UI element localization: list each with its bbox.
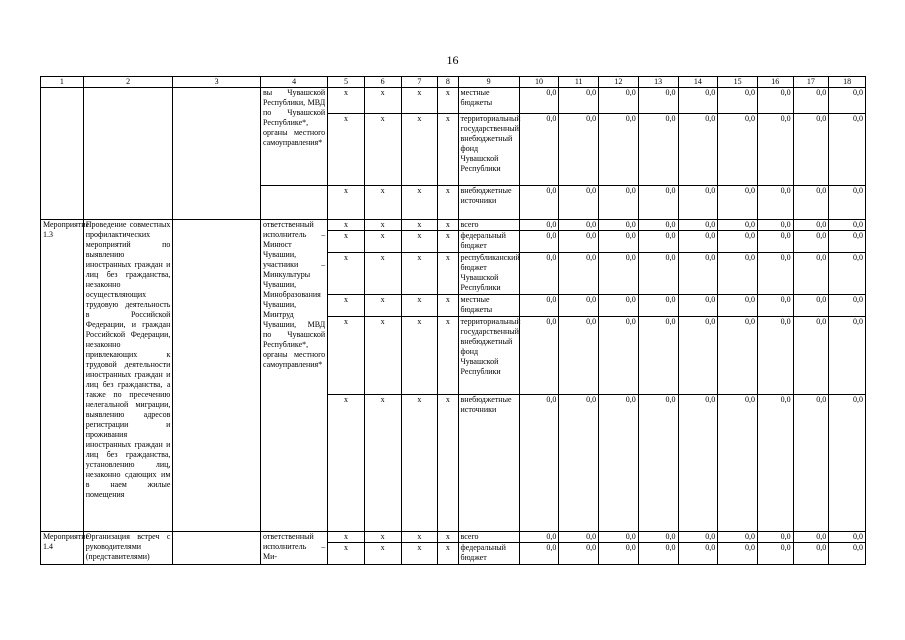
amount-cell: 0,0 — [718, 317, 758, 395]
column-number-11: 11 — [559, 77, 599, 88]
amount-cell: 0,0 — [718, 295, 758, 317]
column-number-3: 3 — [173, 77, 261, 88]
amount-cell: 0,0 — [829, 114, 866, 186]
amount-cell: 0,0 — [829, 395, 866, 532]
amount-cell: 0,0 — [559, 295, 599, 317]
amount-cell: 0,0 — [829, 532, 866, 543]
amount-cell: 0,0 — [757, 231, 793, 253]
amount-cell: 0,0 — [793, 253, 829, 295]
mark-c7: x — [401, 395, 438, 532]
mark-c5: x — [328, 231, 365, 253]
amount-cell: 0,0 — [638, 231, 678, 253]
amount-cell: 0,0 — [638, 317, 678, 395]
mark-c7: x — [401, 114, 438, 186]
amount-cell: 0,0 — [599, 231, 639, 253]
funding-source: всего — [458, 220, 519, 231]
mark-c7: x — [401, 88, 438, 114]
mark-c6: x — [364, 317, 401, 395]
amount-cell: 0,0 — [829, 220, 866, 231]
amount-cell: 0,0 — [638, 220, 678, 231]
mark-c5: x — [328, 88, 365, 114]
column-number-5: 5 — [328, 77, 365, 88]
amount-cell: 0,0 — [718, 220, 758, 231]
funding-source: территориальный государственный внебюджетный фонд Чувашской Республики — [458, 114, 519, 186]
amount-cell: 0,0 — [829, 317, 866, 395]
budget-table — [40, 76, 866, 565]
amount-cell: 0,0 — [638, 114, 678, 186]
amount-cell: 0,0 — [519, 88, 559, 114]
amount-cell: 0,0 — [638, 395, 678, 532]
amount-cell: 0,0 — [519, 114, 559, 186]
amount-cell: 0,0 — [793, 186, 829, 220]
amount-cell: 0,0 — [678, 253, 718, 295]
measure-executor: ответственный исполнитель – Минюст Чувашии, участники – Минкультуры Чувашии, Минобразования Чувашии, Минтруд Чувашии, МВД по Чувашской Республике*, органы местного самоуправления* — [260, 220, 327, 532]
mark-c5: x — [328, 295, 365, 317]
amount-cell: 0,0 — [757, 543, 793, 565]
amount-cell: 0,0 — [793, 532, 829, 543]
mark-c8: x — [438, 186, 458, 220]
column-3-cell — [173, 88, 261, 220]
amount-cell: 0,0 — [599, 532, 639, 543]
amount-cell: 0,0 — [829, 543, 866, 565]
funding-source: внебюджетные источники — [458, 186, 519, 220]
table-row — [41, 532, 866, 543]
funding-source: федеральный бюджет — [458, 543, 519, 565]
amount-cell: 0,0 — [519, 253, 559, 295]
mark-c7: x — [401, 295, 438, 317]
amount-cell: 0,0 — [718, 114, 758, 186]
mark-c8: x — [438, 253, 458, 295]
amount-cell: 0,0 — [519, 317, 559, 395]
mark-c6: x — [364, 114, 401, 186]
amount-cell: 0,0 — [559, 317, 599, 395]
amount-cell: 0,0 — [519, 220, 559, 231]
column-number-1: 1 — [41, 77, 84, 88]
amount-cell: 0,0 — [718, 532, 758, 543]
mark-c5: x — [328, 114, 365, 186]
amount-cell: 0,0 — [519, 186, 559, 220]
mark-c8: x — [438, 395, 458, 532]
column-number-16: 16 — [757, 77, 793, 88]
amount-cell: 0,0 — [718, 543, 758, 565]
mark-c5: x — [328, 395, 365, 532]
funding-source: внебюджетные источники — [458, 395, 519, 532]
amount-cell: 0,0 — [599, 186, 639, 220]
amount-cell: 0,0 — [793, 317, 829, 395]
column-number-6: 6 — [364, 77, 401, 88]
column-number-18: 18 — [829, 77, 866, 88]
mark-c6: x — [364, 543, 401, 565]
amount-cell: 0,0 — [757, 220, 793, 231]
amount-cell: 0,0 — [638, 186, 678, 220]
funding-source: федеральный бюджет — [458, 231, 519, 253]
amount-cell: 0,0 — [829, 186, 866, 220]
amount-cell: 0,0 — [519, 295, 559, 317]
amount-cell: 0,0 — [793, 220, 829, 231]
column-number-8: 8 — [438, 77, 458, 88]
amount-cell: 0,0 — [678, 317, 718, 395]
amount-cell: 0,0 — [638, 295, 678, 317]
column-number-13: 13 — [638, 77, 678, 88]
page-number: 16 — [446, 53, 459, 67]
mark-c5: x — [328, 186, 365, 220]
mark-c8: x — [438, 114, 458, 186]
table-row — [41, 220, 866, 231]
amount-cell: 0,0 — [757, 295, 793, 317]
measure-title: Организация встреч с руководителями (представителями) — [83, 532, 173, 565]
amount-cell: 0,0 — [793, 114, 829, 186]
amount-cell: 0,0 — [793, 543, 829, 565]
measure-title-cell — [83, 88, 173, 220]
amount-cell: 0,0 — [638, 543, 678, 565]
amount-cell: 0,0 — [638, 253, 678, 295]
mark-c5: x — [328, 317, 365, 395]
mark-c7: x — [401, 253, 438, 295]
mark-c7: x — [401, 220, 438, 231]
amount-cell: 0,0 — [599, 253, 639, 295]
mark-c6: x — [364, 253, 401, 295]
amount-cell: 0,0 — [559, 114, 599, 186]
amount-cell: 0,0 — [599, 543, 639, 565]
amount-cell: 0,0 — [793, 395, 829, 532]
mark-c7: x — [401, 186, 438, 220]
amount-cell: 0,0 — [829, 231, 866, 253]
amount-cell: 0,0 — [757, 532, 793, 543]
column-number-12: 12 — [599, 77, 639, 88]
amount-cell: 0,0 — [793, 231, 829, 253]
column-number-17: 17 — [793, 77, 829, 88]
mark-c5: x — [328, 253, 365, 295]
mark-c6: x — [364, 532, 401, 543]
funding-source: местные бюджеты — [458, 88, 519, 114]
amount-cell: 0,0 — [519, 395, 559, 532]
mark-c6: x — [364, 186, 401, 220]
amount-cell: 0,0 — [559, 88, 599, 114]
funding-source: местные бюджеты — [458, 295, 519, 317]
amount-cell: 0,0 — [757, 317, 793, 395]
amount-cell: 0,0 — [718, 395, 758, 532]
measure-label: Мероприятие 1.4 — [41, 532, 84, 565]
amount-cell: 0,0 — [559, 186, 599, 220]
amount-cell: 0,0 — [678, 114, 718, 186]
mark-c6: x — [364, 88, 401, 114]
mark-c6: x — [364, 231, 401, 253]
amount-cell: 0,0 — [638, 532, 678, 543]
amount-cell: 0,0 — [559, 532, 599, 543]
measure-column-3 — [173, 220, 261, 532]
amount-cell: 0,0 — [718, 231, 758, 253]
amount-cell: 0,0 — [757, 114, 793, 186]
amount-cell: 0,0 — [678, 231, 718, 253]
mark-c5: x — [328, 220, 365, 231]
measure-title: Проведение совместных профилактических мероприятий по выявлению иностранных граждан и лиц без гражданства, незаконно осуществляющих трудовую деятельность в Российской Федерации, и граждан Российской Федерации, незаконно привлекающих к трудовой деятельности иностранных граждан и лиц без гражданства, а также по пресечению нелегальной миграции, выявлению адресов регистрации и проживания иностранных граждан и лиц без гражданства, установлению лиц, незаконно сдающих им в наем жилые помещения — [83, 220, 173, 532]
mark-c8: x — [438, 231, 458, 253]
mark-c8: x — [438, 295, 458, 317]
amount-cell: 0,0 — [678, 220, 718, 231]
mark-c8: x — [438, 220, 458, 231]
measure-column-3 — [173, 532, 261, 565]
mark-c7: x — [401, 231, 438, 253]
amount-cell: 0,0 — [599, 88, 639, 114]
measure-label-cell — [41, 88, 84, 220]
amount-cell: 0,0 — [829, 295, 866, 317]
funding-source: республиканский бюджет Чувашской Республики — [458, 253, 519, 295]
amount-cell: 0,0 — [718, 88, 758, 114]
amount-cell: 0,0 — [599, 317, 639, 395]
amount-cell: 0,0 — [678, 395, 718, 532]
column-number-7: 7 — [401, 77, 438, 88]
amount-cell: 0,0 — [757, 253, 793, 295]
table-row — [41, 88, 866, 114]
amount-cell: 0,0 — [678, 543, 718, 565]
amount-cell: 0,0 — [718, 253, 758, 295]
amount-cell: 0,0 — [678, 88, 718, 114]
amount-cell: 0,0 — [559, 220, 599, 231]
mark-c6: x — [364, 220, 401, 231]
amount-cell: 0,0 — [599, 220, 639, 231]
mark-c8: x — [438, 88, 458, 114]
amount-cell: 0,0 — [678, 532, 718, 543]
mark-c5: x — [328, 543, 365, 565]
funding-source: всего — [458, 532, 519, 543]
column-number-10: 10 — [519, 77, 559, 88]
column-number-2: 2 — [83, 77, 173, 88]
column-number-9: 9 — [458, 77, 519, 88]
amount-cell: 0,0 — [793, 295, 829, 317]
column-number-15: 15 — [718, 77, 758, 88]
amount-cell: 0,0 — [829, 88, 866, 114]
column-number-4: 4 — [260, 77, 327, 88]
funding-source: территориальный государственный внебюджетный фонд Чувашской Республики — [458, 317, 519, 395]
mark-c8: x — [438, 317, 458, 395]
mark-c6: x — [364, 295, 401, 317]
measure-executor: ответственный исполнитель – Ми- — [260, 532, 327, 565]
amount-cell: 0,0 — [559, 253, 599, 295]
mark-c7: x — [401, 532, 438, 543]
amount-cell: 0,0 — [559, 395, 599, 532]
amount-cell: 0,0 — [519, 231, 559, 253]
amount-cell: 0,0 — [638, 88, 678, 114]
mark-c7: x — [401, 543, 438, 565]
amount-cell: 0,0 — [599, 114, 639, 186]
amount-cell: 0,0 — [793, 88, 829, 114]
amount-cell: 0,0 — [599, 395, 639, 532]
mark-c7: x — [401, 317, 438, 395]
measure-label: Мероприятие 1.3 — [41, 220, 84, 532]
column-number-14: 14 — [678, 77, 718, 88]
amount-cell: 0,0 — [599, 295, 639, 317]
amount-cell: 0,0 — [757, 186, 793, 220]
amount-cell: 0,0 — [757, 88, 793, 114]
executor-cell: вы Чувашской Республики, МВД по Чувашской Республике*, органы местного самоуправления* — [260, 88, 327, 186]
column-number-row — [41, 77, 866, 88]
mark-c8: x — [438, 543, 458, 565]
amount-cell: 0,0 — [678, 186, 718, 220]
mark-c5: x — [328, 532, 365, 543]
executor-cell-empty — [260, 186, 327, 220]
amount-cell: 0,0 — [519, 543, 559, 565]
mark-c8: x — [438, 532, 458, 543]
amount-cell: 0,0 — [829, 253, 866, 295]
amount-cell: 0,0 — [519, 532, 559, 543]
mark-c6: x — [364, 395, 401, 532]
amount-cell: 0,0 — [678, 295, 718, 317]
amount-cell: 0,0 — [757, 395, 793, 532]
amount-cell: 0,0 — [718, 186, 758, 220]
amount-cell: 0,0 — [559, 543, 599, 565]
amount-cell: 0,0 — [559, 231, 599, 253]
